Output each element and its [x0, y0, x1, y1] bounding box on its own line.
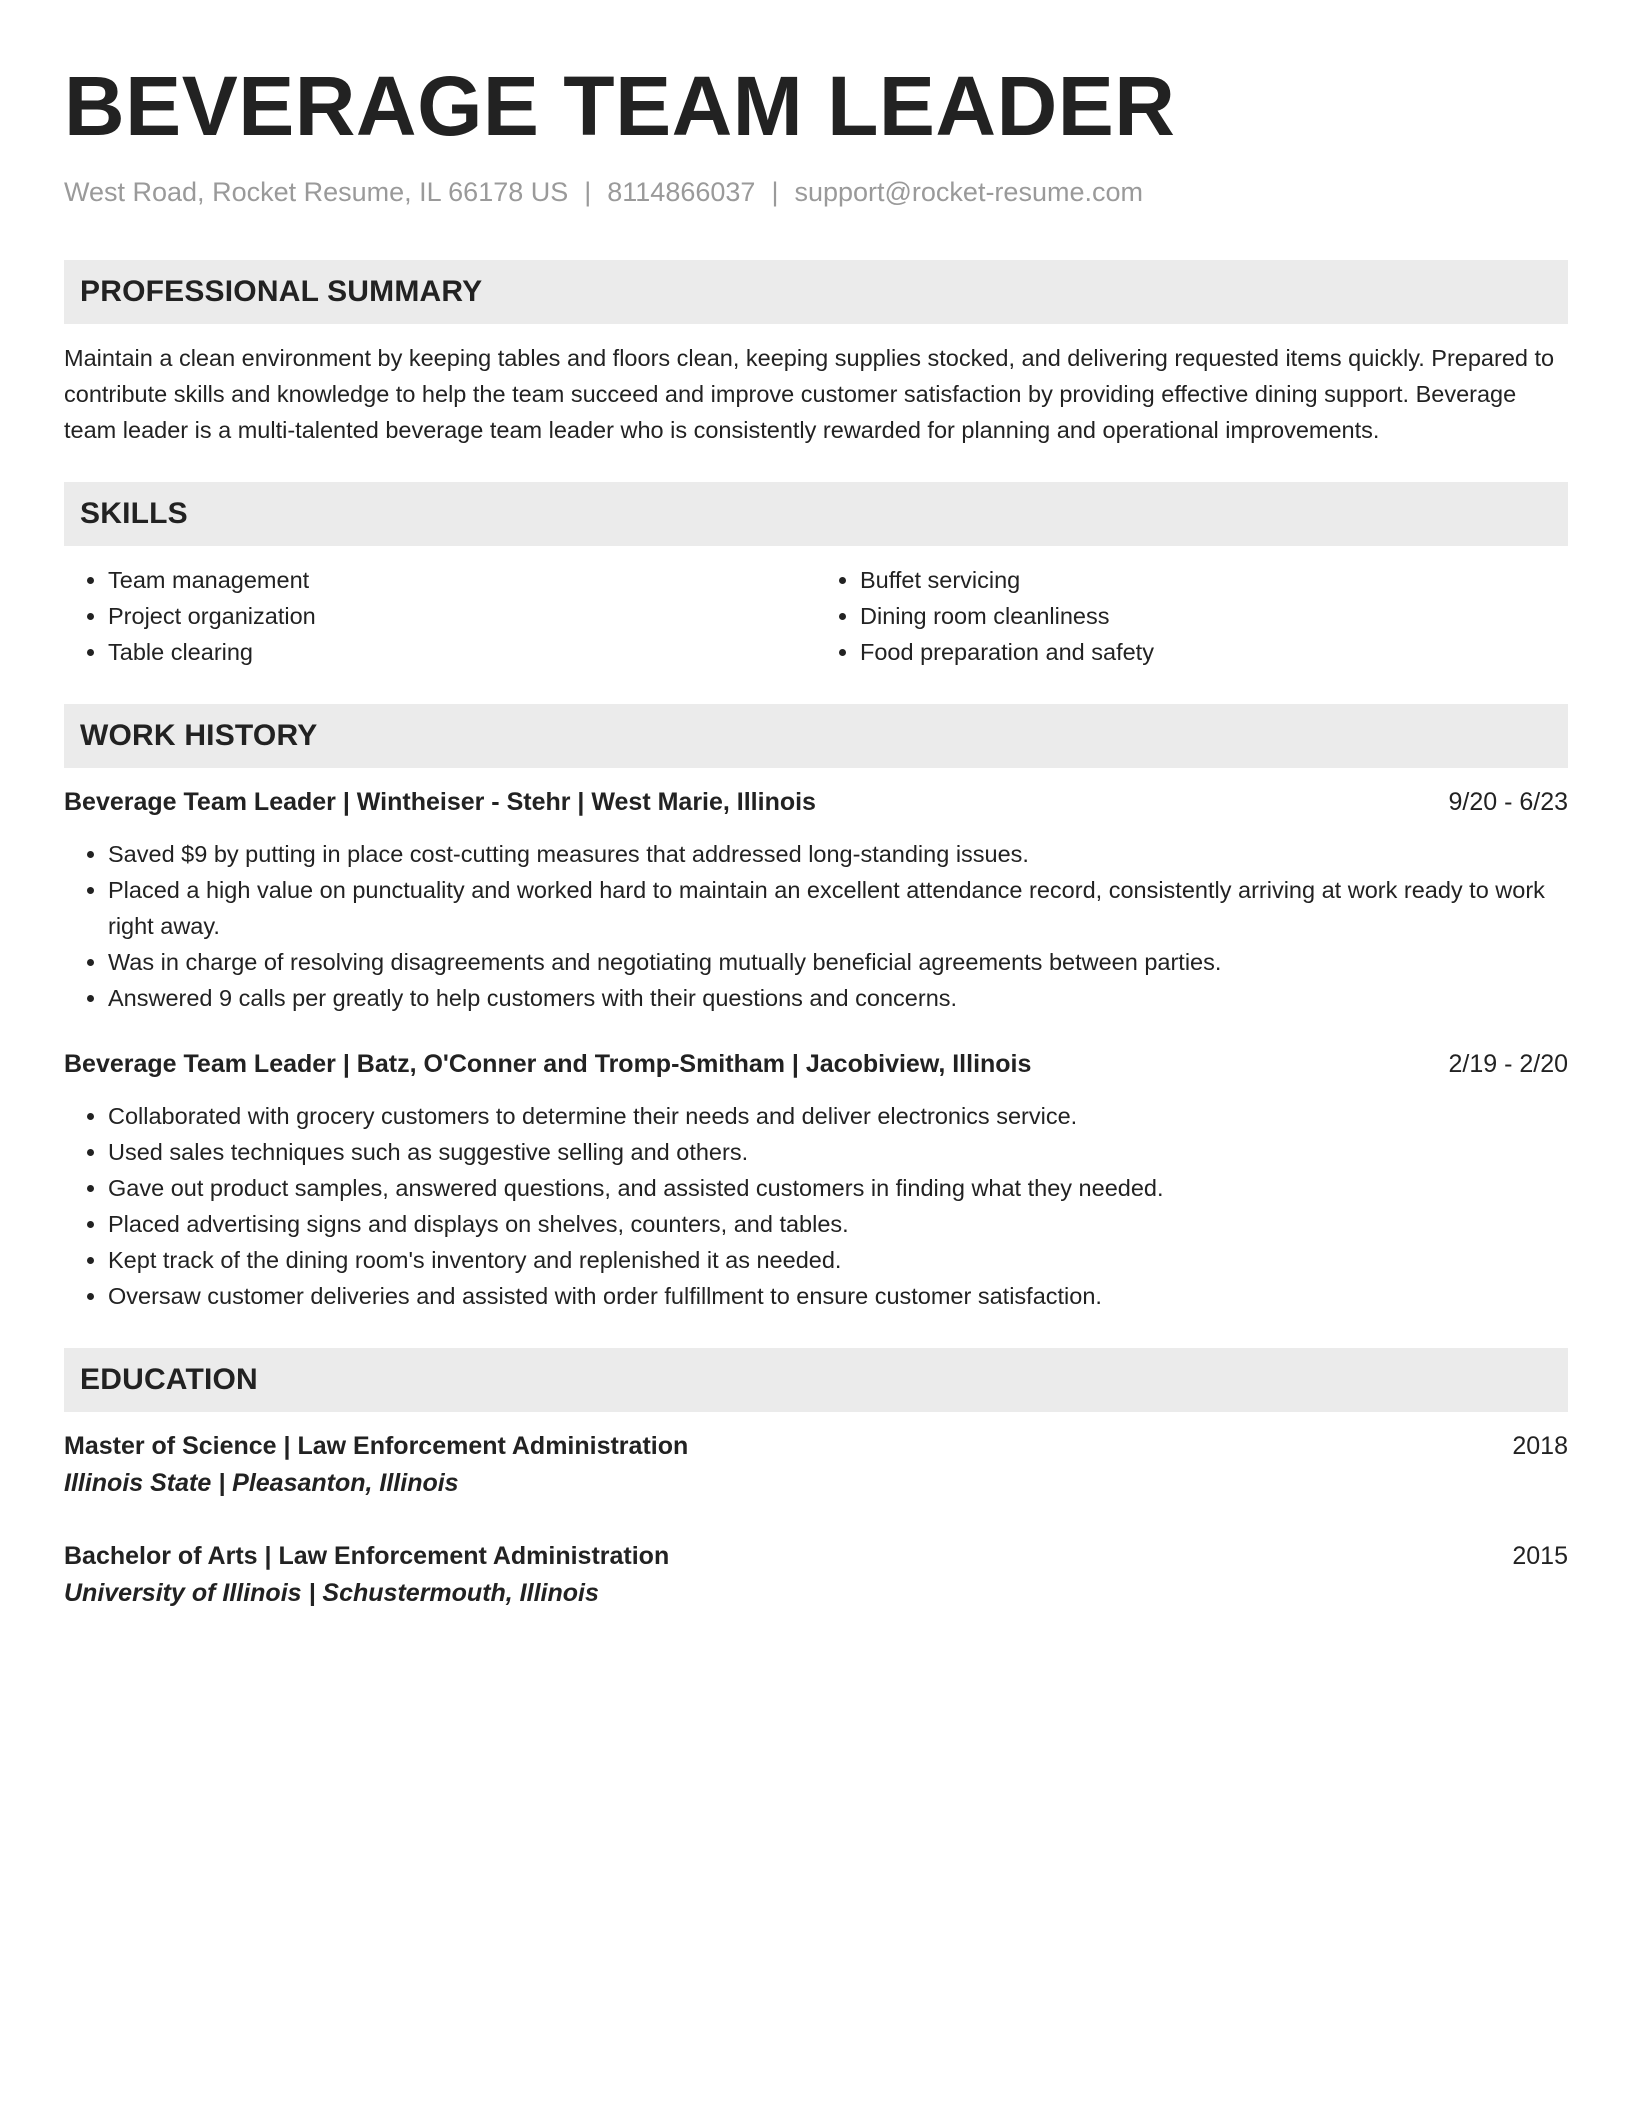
education-year: 2015	[1512, 1542, 1568, 1571]
summary-text: Maintain a clean environment by keeping tables and floors clean, keeping supplies stocked, and delivering requested items quickly. Prepared to contribute skills and knowledge to help the team succeed and improve customer satisfaction by providing effective dining support. Beverage team leader is a multi-talented beverage team leader who is consistently rewarded for planning and operational improvements.	[64, 345, 1555, 444]
job-bullet: • Oversaw customer deliveries and assisted with order fulfillment to ensure customer satisfaction.	[108, 1278, 1568, 1314]
skill-item: • Dining room cleanliness	[860, 598, 1568, 634]
job-bullet: • Used sales techniques such as suggestive selling and others.	[108, 1134, 1568, 1170]
skills-list	[64, 562, 1568, 670]
education-header	[64, 1538, 1568, 1574]
education-entry	[64, 1428, 1568, 1502]
skills-column-left	[64, 562, 816, 670]
job-entry	[64, 1046, 1568, 1314]
job-bullet: • Gave out product samples, answered questions, and assisted customers in finding what they needed.	[108, 1170, 1568, 1206]
job-bullet: • Saved $9 by putting in place cost-cutting measures that addressed long-standing issues.	[108, 836, 1568, 872]
job-bullet: • Placed advertising signs and displays on shelves, counters, and tables.	[108, 1206, 1568, 1242]
resume-name: BEVERAGE TEAM LEADER	[64, 59, 1176, 153]
job-bullet: • Collaborated with grocery customers to determine their needs and deliver electronics service.	[108, 1098, 1568, 1134]
education-entry	[64, 1538, 1568, 1612]
skill-item: • Project organization	[108, 598, 816, 634]
contact-separator: |	[771, 177, 779, 207]
skills-column-right	[816, 562, 1568, 670]
education-degree: Bachelor of Arts | Law Enforcement Administration	[64, 1542, 670, 1571]
contact-address: West Road, Rocket Resume, IL 66178 US	[64, 177, 569, 207]
education-section-header: EDUCATION	[64, 1348, 1568, 1412]
contact-line	[64, 176, 1568, 208]
job-title-line: Beverage Team Leader | Batz, O'Conner and Tromp-Smitham | Jacobiview, Illinois	[64, 1050, 1032, 1079]
contact-separator: |	[584, 177, 592, 207]
contact-email: support@rocket-resume.com	[794, 177, 1143, 207]
skill-item: • Buffet servicing	[860, 562, 1568, 598]
job-header	[64, 784, 1568, 820]
job-bullet: • Kept track of the dining room's inventory and replenished it as needed.	[108, 1242, 1568, 1278]
work-history-section-header: WORK HISTORY	[64, 704, 1568, 768]
job-title-line: Beverage Team Leader | Wintheiser - Stehr | West Marie, Illinois	[64, 788, 816, 817]
job-dates: 2/19 - 2/20	[1448, 1050, 1568, 1079]
skills-section-header: SKILLS	[64, 482, 1568, 546]
education-header	[64, 1428, 1568, 1464]
job-bullets	[64, 1098, 1568, 1314]
education-school: University of Illinois | Schustermouth, Illinois	[64, 1579, 599, 1608]
contact-phone: 8114866037	[607, 177, 756, 207]
job-bullets	[64, 836, 1568, 1016]
education-school: Illinois State | Pleasanton, Illinois	[64, 1469, 459, 1498]
job-bullet: • Was in charge of resolving disagreements and negotiating mutually beneficial agreements between parties.	[108, 944, 1568, 980]
job-entry	[64, 784, 1568, 1016]
skill-item: • Food preparation and safety	[860, 634, 1568, 670]
skill-item: • Table clearing	[108, 634, 816, 670]
summary-section-header: PROFESSIONAL SUMMARY	[64, 260, 1568, 324]
job-bullet: • Answered 9 calls per greatly to help customers with their questions and concerns.	[108, 980, 1568, 1016]
job-header	[64, 1046, 1568, 1082]
job-bullet: • Placed a high value on punctuality and worked hard to maintain an excellent attendance record, consistently arriving at work ready to work right away.	[108, 872, 1568, 944]
skill-item: • Team management	[108, 562, 816, 598]
job-dates: 9/20 - 6/23	[1448, 788, 1568, 817]
education-degree: Master of Science | Law Enforcement Administration	[64, 1432, 689, 1461]
education-year: 2018	[1512, 1432, 1568, 1461]
